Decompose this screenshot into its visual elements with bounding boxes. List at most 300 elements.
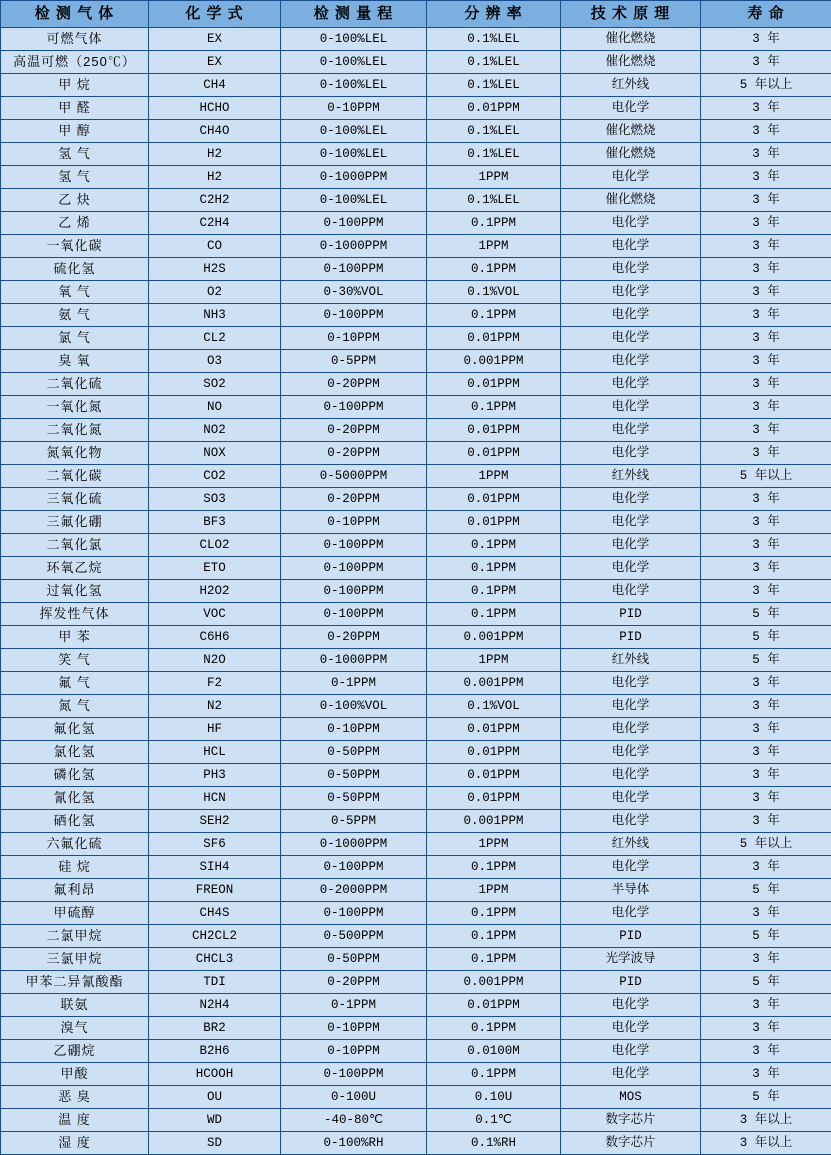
cell-technology: 电化学 <box>561 718 701 741</box>
table-row <box>1 764 831 787</box>
cell-resolution: 0.001PPM <box>427 350 561 373</box>
table-row <box>1 1086 831 1109</box>
cell-chemical-formula: H2O2 <box>149 580 281 603</box>
cell-technology: 电化学 <box>561 580 701 603</box>
cell-lifetime: 3 年以上 <box>701 1132 831 1155</box>
cell-technology: 催化燃烧 <box>561 189 701 212</box>
cell-chemical-formula: N2O <box>149 649 281 672</box>
cell-chemical-formula: BF3 <box>149 511 281 534</box>
cell-detection-range: 0-10PPM <box>281 1040 427 1063</box>
cell-chemical-formula: H2 <box>149 166 281 189</box>
cell-chemical-formula: CH4S <box>149 902 281 925</box>
cell-gas-name: 氟 气 <box>1 672 149 695</box>
cell-gas-name: 一氧化氮 <box>1 396 149 419</box>
cell-resolution: 0.1PPM <box>427 902 561 925</box>
column-header-technology: 技 术 原 理 <box>561 1 701 28</box>
table-header <box>1 1 831 28</box>
cell-lifetime: 3 年 <box>701 1017 831 1040</box>
cell-detection-range: 0-10PPM <box>281 1017 427 1040</box>
table-row <box>1 97 831 120</box>
cell-lifetime: 3 年 <box>701 580 831 603</box>
cell-lifetime: 5 年 <box>701 649 831 672</box>
cell-detection-range: 0-100PPM <box>281 212 427 235</box>
cell-detection-range: 0-100%VOL <box>281 695 427 718</box>
cell-chemical-formula: NO2 <box>149 419 281 442</box>
table-row <box>1 695 831 718</box>
cell-resolution: 0.1%LEL <box>427 120 561 143</box>
cell-lifetime: 3 年 <box>701 212 831 235</box>
cell-lifetime: 3 年 <box>701 143 831 166</box>
cell-gas-name: 二氯甲烷 <box>1 925 149 948</box>
cell-lifetime: 3 年 <box>701 948 831 971</box>
cell-detection-range: 0-10PPM <box>281 718 427 741</box>
cell-gas-name: 甲 醇 <box>1 120 149 143</box>
cell-lifetime: 3 年 <box>701 51 831 74</box>
cell-resolution: 0.1PPM <box>427 1017 561 1040</box>
cell-gas-name: 高温可燃（250℃） <box>1 51 149 74</box>
table-row <box>1 465 831 488</box>
cell-detection-range: 0-100PPM <box>281 856 427 879</box>
cell-gas-name: 甲酸 <box>1 1063 149 1086</box>
cell-chemical-formula: C6H6 <box>149 626 281 649</box>
cell-technology: 电化学 <box>561 327 701 350</box>
cell-detection-range: 0-100%LEL <box>281 120 427 143</box>
cell-detection-range: 0-100%LEL <box>281 189 427 212</box>
cell-gas-name: 乙 烯 <box>1 212 149 235</box>
cell-chemical-formula: NH3 <box>149 304 281 327</box>
cell-chemical-formula: CH2CL2 <box>149 925 281 948</box>
cell-lifetime: 3 年 <box>701 1063 831 1086</box>
cell-chemical-formula: OU <box>149 1086 281 1109</box>
table-row <box>1 235 831 258</box>
cell-resolution: 0.1PPM <box>427 925 561 948</box>
cell-lifetime: 3 年 <box>701 28 831 51</box>
cell-lifetime: 3 年 <box>701 281 831 304</box>
cell-technology: MOS <box>561 1086 701 1109</box>
cell-detection-range: 0-500PPM <box>281 925 427 948</box>
table-row <box>1 511 831 534</box>
cell-resolution: 0.1%LEL <box>427 51 561 74</box>
cell-resolution: 0.1PPM <box>427 1063 561 1086</box>
cell-resolution: 0.1%LEL <box>427 143 561 166</box>
cell-detection-range: -40-80℃ <box>281 1109 427 1132</box>
cell-detection-range: 0-100%LEL <box>281 74 427 97</box>
cell-gas-name: 挥发性气体 <box>1 603 149 626</box>
cell-technology: 电化学 <box>561 902 701 925</box>
cell-gas-name: 过氧化氢 <box>1 580 149 603</box>
cell-gas-name: 甲 烷 <box>1 74 149 97</box>
cell-resolution: 0.1PPM <box>427 258 561 281</box>
cell-resolution: 0.0100M <box>427 1040 561 1063</box>
cell-technology: 电化学 <box>561 488 701 511</box>
table-row <box>1 856 831 879</box>
cell-gas-name: 乙硼烷 <box>1 1040 149 1063</box>
cell-chemical-formula: FREON <box>149 879 281 902</box>
cell-chemical-formula: TDI <box>149 971 281 994</box>
table-row <box>1 925 831 948</box>
column-header-detection-range: 检 测 量 程 <box>281 1 427 28</box>
cell-detection-range: 0-10PPM <box>281 327 427 350</box>
cell-detection-range: 0-100PPM <box>281 304 427 327</box>
cell-chemical-formula: EX <box>149 28 281 51</box>
cell-chemical-formula: C2H2 <box>149 189 281 212</box>
cell-resolution: 0.01PPM <box>427 97 561 120</box>
cell-chemical-formula: H2 <box>149 143 281 166</box>
cell-detection-range: 0-10PPM <box>281 511 427 534</box>
cell-chemical-formula: VOC <box>149 603 281 626</box>
cell-chemical-formula: CO2 <box>149 465 281 488</box>
cell-resolution: 0.10U <box>427 1086 561 1109</box>
cell-lifetime: 3 年 <box>701 695 831 718</box>
cell-detection-range: 0-5000PPM <box>281 465 427 488</box>
cell-chemical-formula: EX <box>149 51 281 74</box>
table-row <box>1 833 831 856</box>
cell-resolution: 0.01PPM <box>427 327 561 350</box>
cell-detection-range: 0-10PPM <box>281 97 427 120</box>
table-row <box>1 672 831 695</box>
cell-lifetime: 3 年 <box>701 304 831 327</box>
cell-technology: 电化学 <box>561 97 701 120</box>
cell-lifetime: 3 年 <box>701 373 831 396</box>
cell-chemical-formula: ETO <box>149 557 281 580</box>
cell-technology: 红外线 <box>561 649 701 672</box>
cell-chemical-formula: O3 <box>149 350 281 373</box>
cell-chemical-formula: CHCL3 <box>149 948 281 971</box>
table-row <box>1 948 831 971</box>
cell-chemical-formula: CL2 <box>149 327 281 350</box>
cell-lifetime: 5 年以上 <box>701 465 831 488</box>
cell-chemical-formula: N2H4 <box>149 994 281 1017</box>
cell-lifetime: 5 年 <box>701 879 831 902</box>
cell-gas-name: 氮 气 <box>1 695 149 718</box>
cell-detection-range: 0-1000PPM <box>281 166 427 189</box>
table-row <box>1 626 831 649</box>
cell-resolution: 1PPM <box>427 465 561 488</box>
cell-gas-name: 一氧化碳 <box>1 235 149 258</box>
cell-gas-name: 联氨 <box>1 994 149 1017</box>
cell-chemical-formula: CO <box>149 235 281 258</box>
table-row <box>1 189 831 212</box>
cell-resolution: 0.1%RH <box>427 1132 561 1155</box>
cell-detection-range: 0-1PPM <box>281 994 427 1017</box>
cell-lifetime: 3 年 <box>701 764 831 787</box>
cell-resolution: 0.1℃ <box>427 1109 561 1132</box>
table-row <box>1 304 831 327</box>
cell-chemical-formula: CLO2 <box>149 534 281 557</box>
cell-lifetime: 3 年 <box>701 189 831 212</box>
cell-chemical-formula: SO3 <box>149 488 281 511</box>
cell-gas-name: 二氧化氯 <box>1 534 149 557</box>
cell-technology: 电化学 <box>561 1017 701 1040</box>
cell-lifetime: 3 年 <box>701 1040 831 1063</box>
cell-gas-name: 氢 气 <box>1 143 149 166</box>
cell-lifetime: 3 年 <box>701 534 831 557</box>
cell-lifetime: 3 年 <box>701 235 831 258</box>
table-row <box>1 281 831 304</box>
cell-gas-name: 氧 气 <box>1 281 149 304</box>
cell-gas-name: 温 度 <box>1 1109 149 1132</box>
cell-gas-name: 三氯甲烷 <box>1 948 149 971</box>
table-row <box>1 258 831 281</box>
table-row <box>1 741 831 764</box>
cell-detection-range: 0-100PPM <box>281 396 427 419</box>
cell-detection-range: 0-100PPM <box>281 603 427 626</box>
cell-resolution: 0.1PPM <box>427 396 561 419</box>
cell-technology: 电化学 <box>561 373 701 396</box>
cell-gas-name: 甲苯二异氰酸酯 <box>1 971 149 994</box>
cell-detection-range: 0-20PPM <box>281 488 427 511</box>
cell-chemical-formula: SO2 <box>149 373 281 396</box>
cell-gas-name: 乙 炔 <box>1 189 149 212</box>
table-row <box>1 74 831 97</box>
cell-technology: 电化学 <box>561 741 701 764</box>
cell-technology: 电化学 <box>561 1063 701 1086</box>
cell-detection-range: 0-50PPM <box>281 787 427 810</box>
cell-technology: 半导体 <box>561 879 701 902</box>
cell-detection-range: 0-2000PPM <box>281 879 427 902</box>
cell-technology: 电化学 <box>561 258 701 281</box>
cell-technology: 催化燃烧 <box>561 28 701 51</box>
table-row <box>1 1017 831 1040</box>
cell-lifetime: 5 年 <box>701 1086 831 1109</box>
cell-chemical-formula: F2 <box>149 672 281 695</box>
cell-gas-name: 硅 烷 <box>1 856 149 879</box>
cell-gas-name: 氟化氢 <box>1 718 149 741</box>
table-row <box>1 534 831 557</box>
cell-chemical-formula: O2 <box>149 281 281 304</box>
cell-resolution: 1PPM <box>427 235 561 258</box>
table-row <box>1 373 831 396</box>
table-row <box>1 419 831 442</box>
cell-technology: 电化学 <box>561 511 701 534</box>
cell-gas-name: 溴气 <box>1 1017 149 1040</box>
table-row <box>1 902 831 925</box>
cell-technology: 电化学 <box>561 350 701 373</box>
cell-chemical-formula: C2H4 <box>149 212 281 235</box>
cell-technology: 电化学 <box>561 442 701 465</box>
cell-technology: 电化学 <box>561 166 701 189</box>
cell-gas-name: 硒化氢 <box>1 810 149 833</box>
cell-detection-range: 0-100PPM <box>281 902 427 925</box>
table-row <box>1 879 831 902</box>
table-row <box>1 166 831 189</box>
cell-technology: 电化学 <box>561 419 701 442</box>
cell-detection-range: 0-50PPM <box>281 764 427 787</box>
cell-technology: 电化学 <box>561 856 701 879</box>
cell-technology: 电化学 <box>561 281 701 304</box>
cell-lifetime: 3 年 <box>701 856 831 879</box>
cell-technology: 电化学 <box>561 764 701 787</box>
cell-chemical-formula: CH4O <box>149 120 281 143</box>
cell-resolution: 0.1%LEL <box>427 189 561 212</box>
column-header-chemical-formula: 化 学 式 <box>149 1 281 28</box>
cell-chemical-formula: HF <box>149 718 281 741</box>
cell-gas-name: 甲硫醇 <box>1 902 149 925</box>
cell-resolution: 0.001PPM <box>427 810 561 833</box>
cell-lifetime: 3 年 <box>701 718 831 741</box>
table-row <box>1 718 831 741</box>
cell-lifetime: 3 年 <box>701 120 831 143</box>
column-header-gas-name: 检 测 气 体 <box>1 1 149 28</box>
cell-technology: 电化学 <box>561 235 701 258</box>
cell-lifetime: 3 年 <box>701 810 831 833</box>
cell-gas-name: 甲 醛 <box>1 97 149 120</box>
cell-technology: 电化学 <box>561 994 701 1017</box>
cell-resolution: 0.1PPM <box>427 580 561 603</box>
cell-detection-range: 0-100PPM <box>281 557 427 580</box>
table-row <box>1 557 831 580</box>
cell-chemical-formula: B2H6 <box>149 1040 281 1063</box>
cell-technology: 电化学 <box>561 212 701 235</box>
cell-resolution: 0.1PPM <box>427 856 561 879</box>
cell-resolution: 0.01PPM <box>427 741 561 764</box>
cell-gas-name: 硫化氢 <box>1 258 149 281</box>
cell-lifetime: 3 年 <box>701 557 831 580</box>
table-row <box>1 1063 831 1086</box>
cell-lifetime: 3 年 <box>701 350 831 373</box>
table-row <box>1 28 831 51</box>
cell-detection-range: 0-50PPM <box>281 948 427 971</box>
cell-detection-range: 0-5PPM <box>281 350 427 373</box>
cell-resolution: 1PPM <box>427 833 561 856</box>
cell-gas-name: 二氧化碳 <box>1 465 149 488</box>
cell-gas-name: 氢 气 <box>1 166 149 189</box>
cell-chemical-formula: BR2 <box>149 1017 281 1040</box>
cell-detection-range: 0-5PPM <box>281 810 427 833</box>
cell-detection-range: 0-1PPM <box>281 672 427 695</box>
cell-technology: 数字芯片 <box>561 1132 701 1155</box>
cell-detection-range: 0-100PPM <box>281 1063 427 1086</box>
cell-gas-name: 氰化氢 <box>1 787 149 810</box>
cell-chemical-formula: HCOOH <box>149 1063 281 1086</box>
table-row <box>1 1132 831 1155</box>
table-row <box>1 787 831 810</box>
cell-technology: 电化学 <box>561 304 701 327</box>
cell-detection-range: 0-1000PPM <box>281 235 427 258</box>
cell-lifetime: 3 年 <box>701 166 831 189</box>
cell-lifetime: 3 年 <box>701 488 831 511</box>
cell-technology: 红外线 <box>561 833 701 856</box>
cell-detection-range: 0-100PPM <box>281 258 427 281</box>
cell-gas-name: 氯 气 <box>1 327 149 350</box>
table-row <box>1 350 831 373</box>
cell-detection-range: 0-20PPM <box>281 442 427 465</box>
cell-chemical-formula: SD <box>149 1132 281 1155</box>
cell-detection-range: 0-20PPM <box>281 971 427 994</box>
cell-resolution: 1PPM <box>427 879 561 902</box>
cell-technology: 电化学 <box>561 534 701 557</box>
cell-resolution: 0.01PPM <box>427 419 561 442</box>
cell-gas-name: 笑 气 <box>1 649 149 672</box>
cell-resolution: 0.01PPM <box>427 994 561 1017</box>
cell-lifetime: 3 年 <box>701 994 831 1017</box>
cell-lifetime: 3 年 <box>701 97 831 120</box>
cell-chemical-formula: H2S <box>149 258 281 281</box>
cell-detection-range: 0-100%LEL <box>281 28 427 51</box>
cell-chemical-formula: SIH4 <box>149 856 281 879</box>
cell-technology: 催化燃烧 <box>561 120 701 143</box>
cell-technology: 红外线 <box>561 74 701 97</box>
cell-resolution: 1PPM <box>427 166 561 189</box>
cell-gas-name: 氮氧化物 <box>1 442 149 465</box>
table-row <box>1 442 831 465</box>
cell-lifetime: 3 年 <box>701 258 831 281</box>
table-row <box>1 1109 831 1132</box>
column-header-lifetime: 寿 命 <box>701 1 831 28</box>
table-body <box>1 28 831 1155</box>
cell-detection-range: 0-100%RH <box>281 1132 427 1155</box>
cell-gas-name: 三氟化硼 <box>1 511 149 534</box>
cell-technology: PID <box>561 626 701 649</box>
cell-resolution: 0.001PPM <box>427 626 561 649</box>
cell-chemical-formula: NO <box>149 396 281 419</box>
table-row <box>1 649 831 672</box>
cell-technology: PID <box>561 925 701 948</box>
cell-resolution: 0.1%VOL <box>427 281 561 304</box>
table-row <box>1 580 831 603</box>
cell-technology: 红外线 <box>561 465 701 488</box>
cell-resolution: 0.01PPM <box>427 764 561 787</box>
cell-detection-range: 0-20PPM <box>281 626 427 649</box>
table-row <box>1 120 831 143</box>
cell-gas-name: 二氧化氮 <box>1 419 149 442</box>
cell-gas-name: 恶 臭 <box>1 1086 149 1109</box>
cell-resolution: 0.1PPM <box>427 557 561 580</box>
cell-lifetime: 3 年 <box>701 442 831 465</box>
cell-gas-name: 环氧乙烷 <box>1 557 149 580</box>
cell-gas-name: 湿 度 <box>1 1132 149 1155</box>
cell-detection-range: 0-20PPM <box>281 373 427 396</box>
cell-resolution: 0.1PPM <box>427 534 561 557</box>
cell-chemical-formula: NOX <box>149 442 281 465</box>
table-row <box>1 396 831 419</box>
column-header-resolution: 分 辨 率 <box>427 1 561 28</box>
cell-technology: 电化学 <box>561 672 701 695</box>
cell-detection-range: 0-100%LEL <box>281 143 427 166</box>
cell-detection-range: 0-100PPM <box>281 534 427 557</box>
cell-resolution: 0.1%LEL <box>427 74 561 97</box>
table-row <box>1 488 831 511</box>
cell-resolution: 0.001PPM <box>427 672 561 695</box>
cell-lifetime: 3 年 <box>701 419 831 442</box>
cell-technology: 光学波导 <box>561 948 701 971</box>
cell-resolution: 0.1%LEL <box>427 28 561 51</box>
cell-technology: 电化学 <box>561 787 701 810</box>
cell-chemical-formula: SEH2 <box>149 810 281 833</box>
cell-technology: 催化燃烧 <box>561 51 701 74</box>
table-row <box>1 1040 831 1063</box>
cell-technology: 电化学 <box>561 396 701 419</box>
cell-lifetime: 5 年 <box>701 626 831 649</box>
cell-lifetime: 5 年 <box>701 925 831 948</box>
cell-chemical-formula: HCN <box>149 787 281 810</box>
cell-detection-range: 0-100U <box>281 1086 427 1109</box>
cell-chemical-formula: PH3 <box>149 764 281 787</box>
cell-detection-range: 0-50PPM <box>281 741 427 764</box>
cell-lifetime: 5 年 <box>701 603 831 626</box>
cell-lifetime: 3 年 <box>701 672 831 695</box>
cell-detection-range: 0-100%LEL <box>281 51 427 74</box>
cell-lifetime: 3 年 <box>701 511 831 534</box>
cell-lifetime: 3 年 <box>701 787 831 810</box>
cell-resolution: 0.01PPM <box>427 511 561 534</box>
table-row <box>1 994 831 1017</box>
table-row <box>1 212 831 235</box>
cell-technology: PID <box>561 603 701 626</box>
cell-gas-name: 可燃气体 <box>1 28 149 51</box>
cell-technology: 电化学 <box>561 695 701 718</box>
cell-lifetime: 5 年以上 <box>701 833 831 856</box>
